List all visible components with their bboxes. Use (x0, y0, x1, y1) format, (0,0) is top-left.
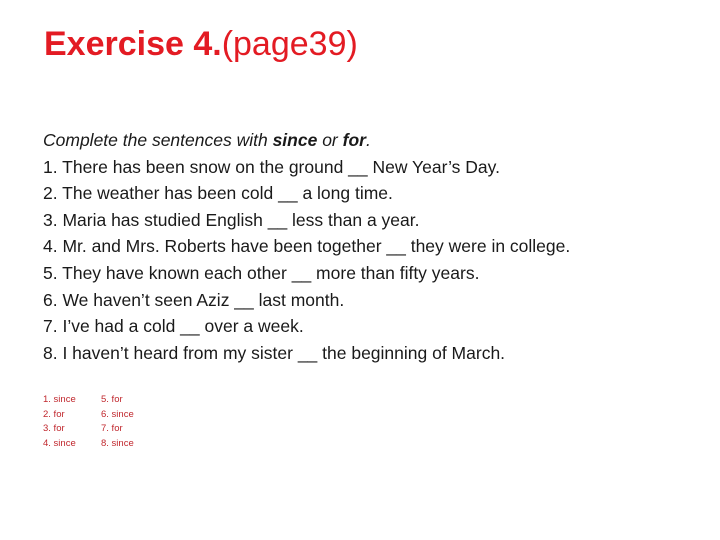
answer-row (43, 408, 134, 423)
sentence-8: 8. I haven’t heard from my sister __ the beginning of March. (43, 342, 506, 363)
answer-row (43, 393, 134, 408)
keyword-for: for (342, 130, 366, 150)
answer-2: 2. for (43, 408, 65, 420)
instruction-middle: or (317, 130, 343, 150)
sentence-3: 3. Maria has studied English __ less than a year. (43, 209, 420, 230)
answer-row (43, 437, 134, 452)
sentence-2: 2. The weather has been cold __ a long time. (43, 183, 393, 204)
sentence-7: 7. I’ve had a cold __ over a week. (43, 316, 304, 337)
sentence-4: 4. Mr. and Mrs. Roberts have been together __ they were in college. (43, 236, 571, 257)
title-exercise: Exercise 4. (44, 25, 222, 63)
answer-key (43, 393, 134, 451)
sentence-5: 5. They have known each other __ more than fifty years. (43, 262, 480, 283)
answer-3: 3. for (43, 423, 65, 435)
answer-8: 8. since (101, 437, 134, 449)
instruction-prefix: Complete the sentences with (43, 130, 273, 150)
exercise-content (43, 127, 703, 366)
answer-5: 5. for (101, 394, 123, 405)
instruction-line (43, 127, 703, 154)
answer-row (43, 422, 134, 437)
answer-7: 7. for (101, 423, 123, 435)
instruction-suffix: . (365, 130, 371, 150)
title-page-ref: (page39) (221, 25, 358, 63)
sentence-1: 1. There has been snow on the ground __ New Year’s Day. (43, 156, 500, 177)
keyword-since: since (272, 130, 318, 150)
sentence-6: 6. We haven’t seen Aziz __ last month. (43, 289, 345, 310)
answer-6: 6. since (101, 408, 134, 420)
page-title (44, 22, 358, 66)
answer-1: 1. since (43, 394, 76, 405)
answer-4: 4. since (43, 437, 76, 449)
